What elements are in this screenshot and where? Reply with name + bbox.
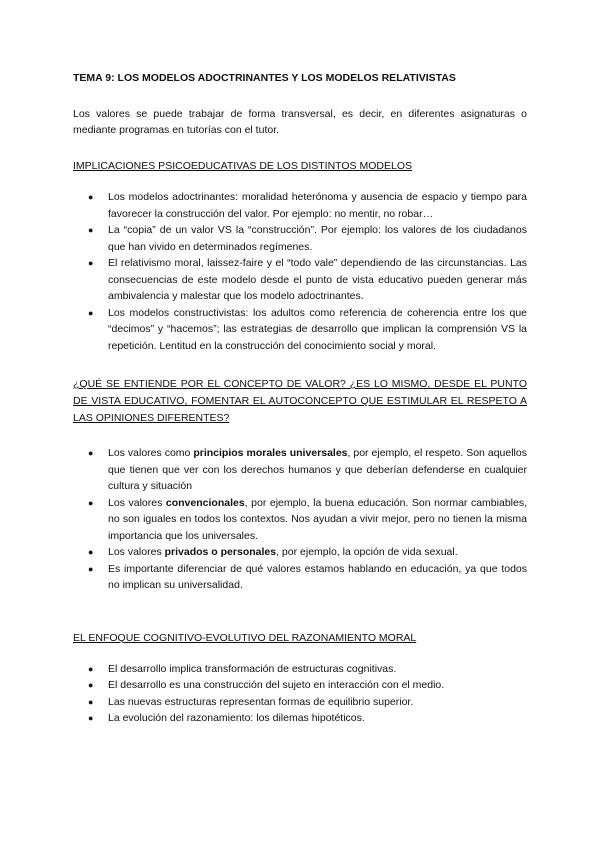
list-item: ● El desarrollo implica transformación de estructuras cognitivas.: [73, 661, 527, 678]
section-heading-implicaciones: IMPLICACIONES PSICOEDUCATIVAS DE LOS DISTINTOS MODELOS: [73, 160, 412, 172]
bullet-icon: ●: [88, 497, 94, 508]
section-list-concepto-valor: [73, 445, 527, 594]
bullet-icon: ●: [88, 696, 94, 707]
bullet-icon: ●: [88, 258, 94, 268]
list-item: ● El desarrollo es una construcción del sujeto en interacción con el medio.: [73, 677, 527, 694]
section-list-enfoque-cognitivo: [73, 661, 527, 727]
list-item: ● Los valores como principios morales universales, por ejemplo, el respeto. Son aquellos que tienen que ver con los derechos humanos y que deberían defenderse en cualquier cultura y situación: [88, 447, 527, 492]
document-page: [73, 70, 527, 727]
bullet-icon: ●: [88, 448, 94, 458]
bullet-icon: ●: [88, 307, 94, 318]
list-item: ● Los valores privados o personales, por ejemplo, la opción de vida sexual.: [73, 544, 527, 561]
bullet-icon: ●: [88, 663, 94, 674]
list-item: ● La evolución del razonamiento: los dilemas hipotéticos.: [73, 710, 527, 727]
bullet-icon: ●: [88, 547, 94, 557]
bullet-icon: ●: [88, 192, 94, 202]
list-item: ● El relativismo moral, laissez-faire y el “todo vale” dependiendo de las circunstancias. Las consecuencias de este modelo desde el punto de vista educativo pueden generar más ambivalencia y malestar que los modelo adoctrinantes.: [88, 257, 527, 302]
list-item: ● Es importante diferenciar de qué valores estamos hablando en educación, ya que todos no implican su universalidad.: [88, 562, 527, 591]
section-heading-concepto-valor: ¿QUÉ SE ENTIENDE POR EL CONCEPTO DE VALOR? ¿ES LO MISMO, DESDE EL PUNTO DE VISTA EDUCATIVO, FOMENTAR EL AUTOCONCEPTO QUE ESTIMULAR EL RESPETO A LAS OPINIONES DIFERENTES?: [73, 378, 527, 424]
bullet-icon: ●: [88, 563, 94, 574]
list-item: ● Las nuevas estructuras representan formas de equilibrio superior.: [73, 694, 527, 711]
document-title: TEMA 9: LOS MODELOS ADOCTRINANTES Y LOS MODELOS RELATIVISTAS: [73, 72, 456, 84]
bullet-icon: ●: [88, 713, 94, 723]
list-item: ● Los valores convencionales, por ejemplo, la buena educación. Son normar cambiables, no son iguales en todos los contextos. Nos ayudan a vivir mejor, pero no tienen la misma importancia que los universales.: [88, 496, 527, 542]
list-item: ● La “copia” de un valor VS la “construcción”. Por ejemplo: los valores de los ciudadanos que han vivido en determinados regímenes.: [88, 224, 527, 253]
list-item: ● Los modelos adoctrinantes: moralidad heterónoma y ausencia de espacio y tiempo para favorecer la construcción del valor. Por ejemplo: no mentir, no robar…: [88, 191, 527, 220]
list-item: ● Los modelos constructivistas: los adultos como referencia de coherencia entre los que “decimos” y “hacemos”; las estrategias de desarrollo que implican la comprensión VS la repetición. Lentitud en la construcción del conocimiento social y moral.: [88, 306, 527, 352]
section-heading-enfoque-cognitivo: EL ENFOQUE COGNITIVO-EVOLUTIVO DEL RAZONAMIENTO MORAL: [73, 631, 417, 644]
section-list-implicaciones: [73, 189, 527, 354]
bullet-icon: ●: [88, 225, 94, 235]
bullet-icon: ●: [88, 680, 94, 690]
intro-paragraph: Los valores se puede trabajar de forma transversal, es decir, en diferentes asignaturas o mediante programas en tutorías con el tutor.: [73, 108, 527, 136]
